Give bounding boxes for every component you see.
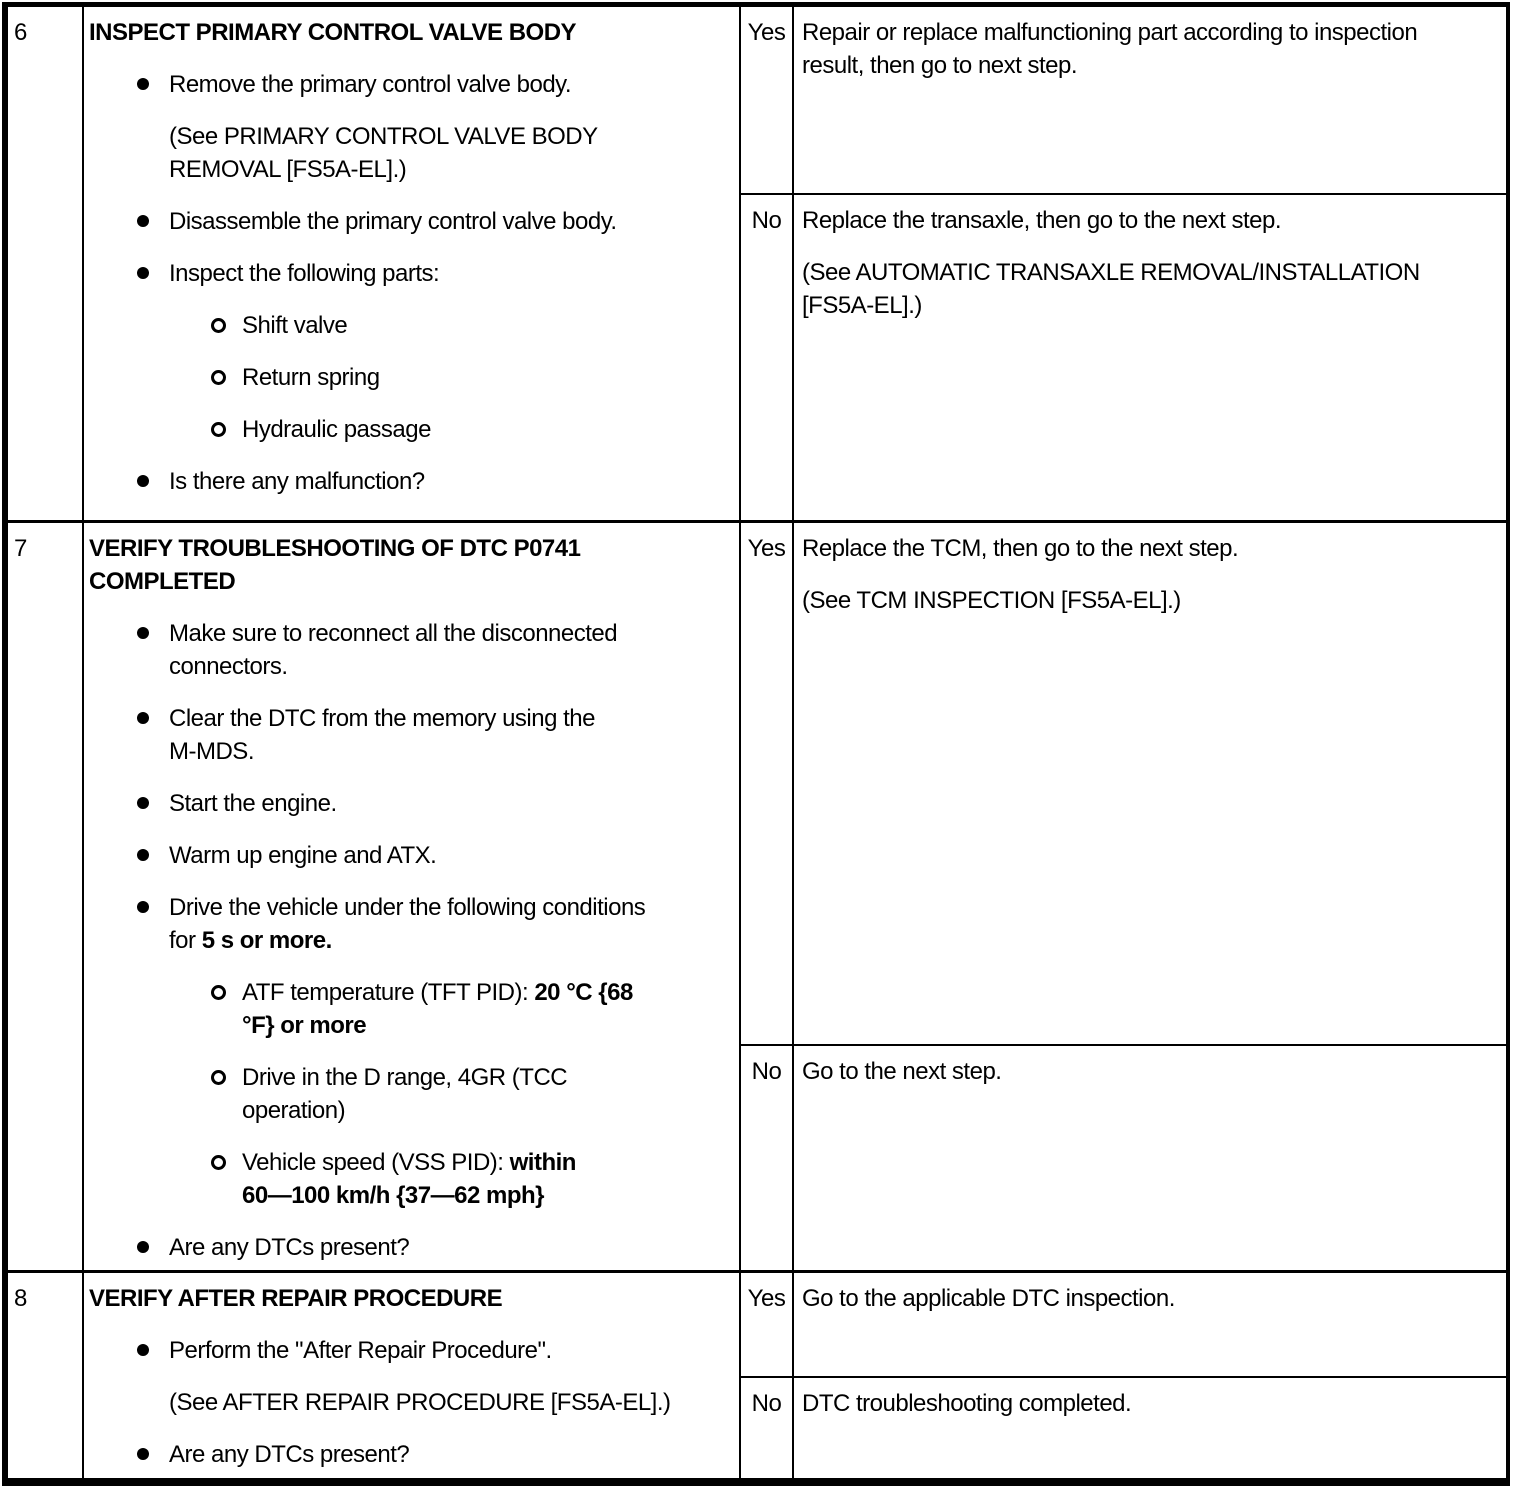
action-items bbox=[89, 1334, 735, 1471]
text-segment: Make sure to reconnect all the disconnected connectors. bbox=[169, 620, 618, 680]
text-segment: Hydraulic passage bbox=[242, 416, 431, 443]
action-item bbox=[169, 1386, 735, 1419]
step-number: 6 bbox=[14, 19, 27, 46]
bullet-icon bbox=[137, 1241, 149, 1253]
step-number: 8 bbox=[14, 1285, 27, 1312]
result-cell bbox=[794, 195, 1506, 520]
bullet-icon bbox=[137, 267, 149, 279]
answer-cell bbox=[741, 195, 794, 520]
results-group bbox=[741, 523, 1506, 1270]
answer-cell bbox=[741, 7, 794, 193]
text-segment: Are any DTCs present? bbox=[169, 1441, 410, 1468]
text-segment: Inspect the following parts: bbox=[169, 260, 440, 287]
action-items bbox=[89, 68, 735, 498]
item-text bbox=[169, 257, 439, 290]
item-text bbox=[169, 120, 598, 186]
result-paragraph: DTC troubleshooting completed. bbox=[802, 1390, 1132, 1417]
result-subrow bbox=[741, 1273, 1506, 1376]
item-text bbox=[169, 205, 617, 238]
table-row bbox=[8, 7, 1506, 520]
item-text bbox=[169, 1386, 671, 1419]
result-paragraph: Replace the TCM, then go to the next step. bbox=[802, 535, 1239, 562]
action-item bbox=[169, 120, 735, 186]
troubleshooting-table bbox=[2, 2, 1510, 1486]
text-segment: (See PRIMARY CONTROL VALVE BODY REMOVAL [FS5A-EL].) bbox=[169, 123, 598, 183]
action-item bbox=[211, 361, 735, 394]
action-item bbox=[137, 257, 735, 290]
bold-text-segment: within 60—100 km/h {37—62 mph} bbox=[242, 1149, 576, 1209]
answer-label: Yes bbox=[747, 19, 786, 46]
step-number-cell bbox=[8, 1273, 84, 1478]
action-item bbox=[137, 1334, 735, 1367]
item-text bbox=[242, 309, 347, 342]
action-item bbox=[211, 309, 735, 342]
text-segment: Shift valve bbox=[242, 312, 348, 339]
item-text bbox=[169, 702, 595, 768]
bullet-icon bbox=[137, 215, 149, 227]
bullet-icon bbox=[137, 1344, 149, 1356]
item-text bbox=[242, 361, 380, 394]
action-item bbox=[211, 413, 735, 446]
result-subrow bbox=[741, 7, 1506, 193]
circle-bullet-icon bbox=[211, 1155, 226, 1170]
action-item bbox=[137, 787, 735, 820]
item-text bbox=[169, 1438, 409, 1471]
bullet-icon bbox=[137, 78, 149, 90]
answer-cell bbox=[741, 1273, 794, 1376]
step-number-cell bbox=[8, 523, 84, 1270]
step-number: 7 bbox=[14, 535, 27, 562]
action-item bbox=[137, 1438, 735, 1471]
circle-bullet-icon bbox=[211, 985, 226, 1000]
circle-bullet-icon bbox=[211, 1070, 226, 1085]
action-title: VERIFY TROUBLESHOOTING OF DTC P0741 COMPLETED bbox=[89, 535, 581, 595]
answer-cell bbox=[741, 523, 794, 1044]
action-title: INSPECT PRIMARY CONTROL VALVE BODY bbox=[89, 19, 577, 46]
action-item bbox=[137, 465, 735, 498]
circle-bullet-icon bbox=[211, 422, 226, 437]
action-item bbox=[137, 702, 735, 768]
text-segment: Return spring bbox=[242, 364, 380, 391]
result-paragraph: (See AUTOMATIC TRANSAXLE REMOVAL/INSTALLATION [FS5A-EL].) bbox=[802, 259, 1420, 319]
circle-bullet-icon bbox=[211, 370, 226, 385]
result-paragraph: Go to the next step. bbox=[802, 1058, 1002, 1085]
item-text bbox=[169, 1334, 552, 1367]
answer-cell bbox=[741, 1378, 794, 1478]
action-items bbox=[89, 617, 735, 1264]
result-paragraph: (See TCM INSPECTION [FS5A-EL].) bbox=[802, 587, 1181, 614]
item-text bbox=[169, 68, 571, 101]
text-segment: Perform the "After Repair Procedure". bbox=[169, 1337, 552, 1364]
table-body bbox=[8, 7, 1506, 1478]
result-subrow bbox=[741, 193, 1506, 520]
action-item bbox=[211, 1146, 735, 1212]
bullet-icon bbox=[137, 712, 149, 724]
result-subrow bbox=[741, 1376, 1506, 1478]
result-cell bbox=[794, 1378, 1506, 1478]
action-cell bbox=[84, 7, 741, 520]
answer-label: Yes bbox=[747, 535, 786, 562]
table-row bbox=[8, 520, 1506, 1270]
bullet-icon bbox=[137, 1448, 149, 1460]
item-text bbox=[169, 465, 425, 498]
action-cell bbox=[84, 523, 741, 1270]
action-item bbox=[137, 1231, 735, 1264]
item-text bbox=[169, 839, 436, 872]
answer-label: No bbox=[751, 207, 782, 234]
action-item bbox=[211, 1061, 735, 1127]
text-segment: Remove the primary control valve body. bbox=[169, 71, 572, 98]
action-item bbox=[137, 839, 735, 872]
bullet-icon bbox=[137, 849, 149, 861]
answer-label: Yes bbox=[747, 1285, 786, 1312]
item-text bbox=[169, 617, 617, 683]
text-segment: (See AFTER REPAIR PROCEDURE [FS5A-EL].) bbox=[169, 1389, 671, 1416]
circle-bullet-icon bbox=[211, 318, 226, 333]
text-segment: Warm up engine and ATX. bbox=[169, 842, 437, 869]
action-item bbox=[137, 891, 735, 957]
answer-cell bbox=[741, 1046, 794, 1270]
text-segment: Clear the DTC from the memory using the M-MDS. bbox=[169, 705, 595, 765]
bold-text-segment: 5 s or more. bbox=[201, 927, 332, 954]
item-text bbox=[242, 1146, 576, 1212]
text-segment: Vehicle speed (VSS PID): bbox=[242, 1149, 510, 1176]
item-text bbox=[169, 787, 337, 820]
text-segment: Are any DTCs present? bbox=[169, 1234, 410, 1261]
text-segment: Start the engine. bbox=[169, 790, 337, 817]
bullet-icon bbox=[137, 475, 149, 487]
action-title: VERIFY AFTER REPAIR PROCEDURE bbox=[89, 1285, 503, 1312]
text-segment: Drive the vehicle under the following conditions for bbox=[169, 894, 646, 954]
result-cell bbox=[794, 7, 1506, 193]
result-subrow bbox=[741, 1044, 1506, 1270]
answer-label: No bbox=[751, 1058, 782, 1085]
text-segment: Is there any malfunction? bbox=[169, 468, 425, 495]
result-paragraph: Repair or replace malfunctioning part according to inspection result, then go to next step. bbox=[802, 19, 1418, 79]
text-segment: Disassemble the primary control valve body. bbox=[169, 208, 617, 235]
answer-label: No bbox=[751, 1390, 782, 1417]
item-text bbox=[169, 891, 645, 957]
bold-text-segment: 20 °C {68 °F} or more bbox=[242, 979, 633, 1039]
result-cell bbox=[794, 523, 1506, 1044]
item-text bbox=[169, 1231, 409, 1264]
bullet-icon bbox=[137, 901, 149, 913]
result-paragraph: Replace the transaxle, then go to the next step. bbox=[802, 207, 1281, 234]
item-text bbox=[242, 1061, 567, 1127]
step-number-cell bbox=[8, 7, 84, 520]
action-item bbox=[211, 976, 735, 1042]
action-item bbox=[137, 68, 735, 101]
item-text bbox=[242, 413, 431, 446]
action-item bbox=[137, 617, 735, 683]
result-paragraph: Go to the applicable DTC inspection. bbox=[802, 1285, 1175, 1312]
table-row bbox=[8, 1270, 1506, 1478]
action-cell bbox=[84, 1273, 741, 1478]
item-text bbox=[242, 976, 633, 1042]
bullet-icon bbox=[137, 797, 149, 809]
text-segment: ATF temperature (TFT PID): bbox=[242, 979, 535, 1006]
action-item bbox=[137, 205, 735, 238]
results-group bbox=[741, 7, 1506, 520]
text-segment: Drive in the D range, 4GR (TCC operation) bbox=[242, 1064, 568, 1124]
result-cell bbox=[794, 1273, 1506, 1376]
bullet-icon bbox=[137, 627, 149, 639]
result-cell bbox=[794, 1046, 1506, 1270]
results-group bbox=[741, 1273, 1506, 1478]
result-subrow bbox=[741, 523, 1506, 1044]
